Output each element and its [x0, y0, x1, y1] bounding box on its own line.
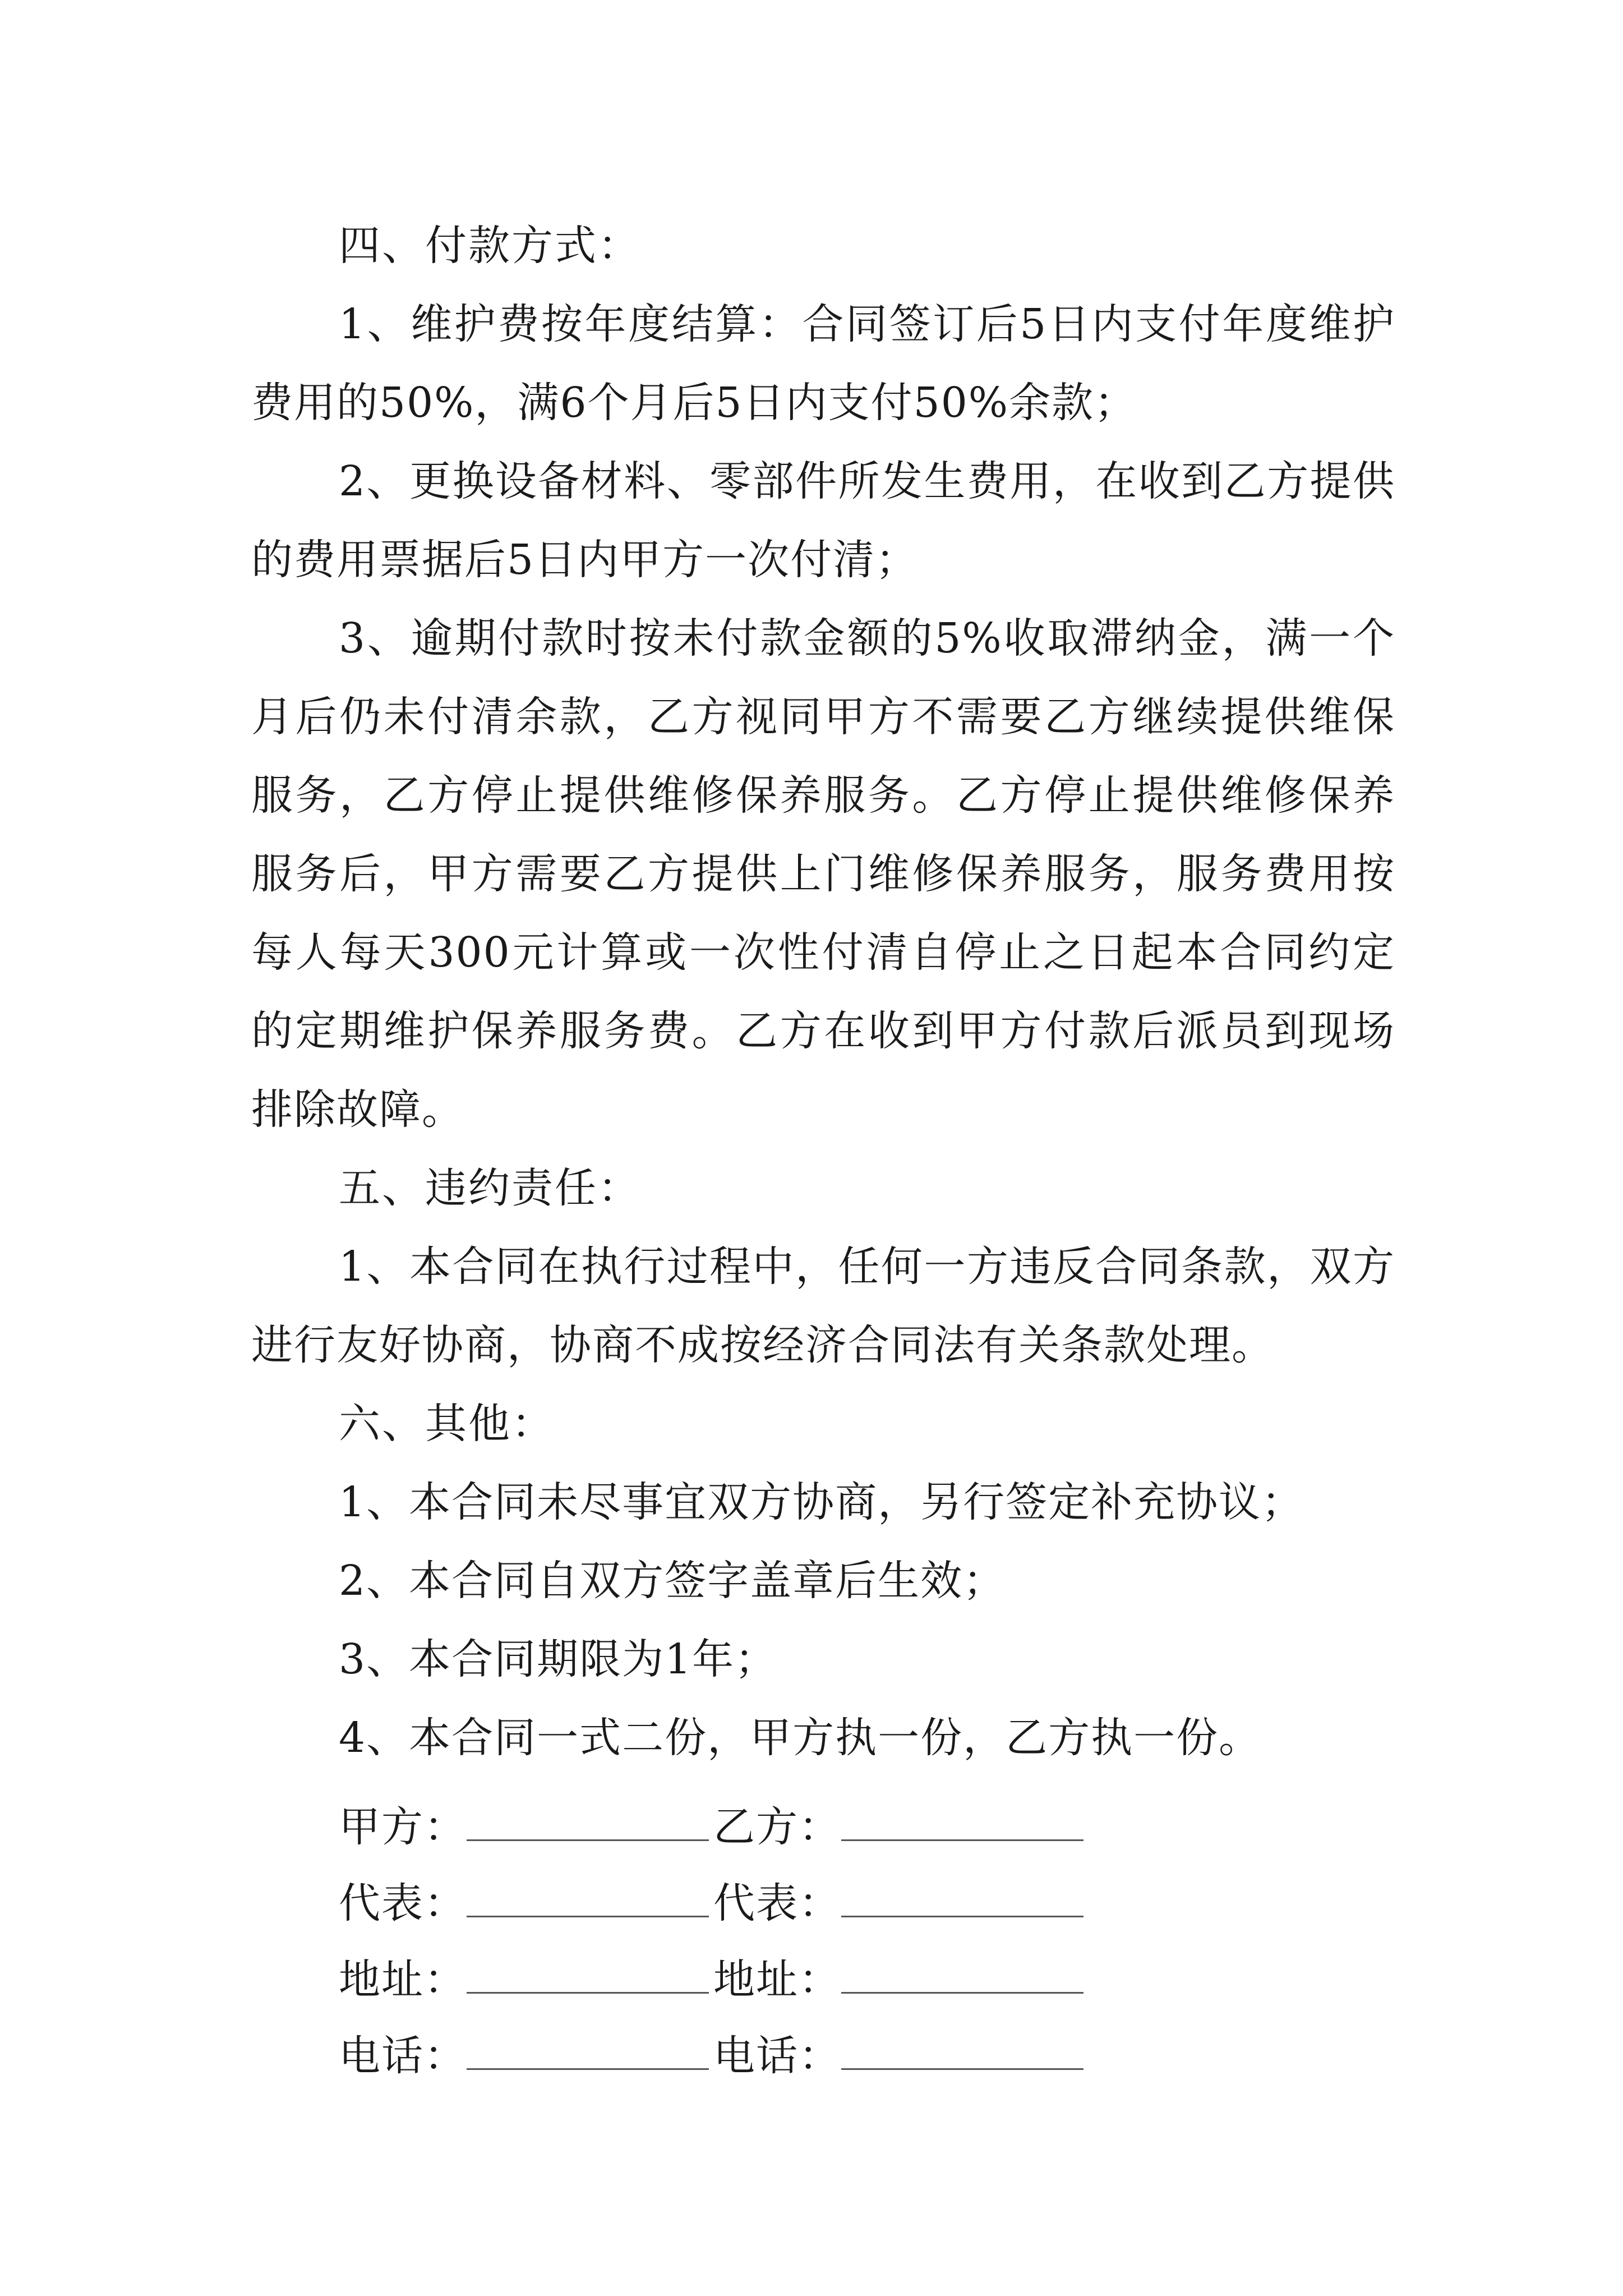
- document-body: [251, 206, 1395, 2082]
- signature-blank-party-a[interactable]: [467, 1806, 709, 1841]
- signature-block: [251, 1777, 1395, 2082]
- signature-label-phone-b: 电话：: [713, 2032, 841, 2080]
- signature-blank-rep-a[interactable]: [467, 1882, 709, 1917]
- signature-row-party: [251, 1777, 1395, 1853]
- section-heading-other: 六、其他：: [339, 1400, 555, 1448]
- signature-row-phone: [251, 2006, 1395, 2082]
- signature-blank-address-b[interactable]: [841, 1958, 1083, 1994]
- signature-label-rep-b: 代表：: [713, 1879, 841, 1927]
- signature-blank-phone-a[interactable]: [467, 2035, 709, 2070]
- paragraph-payment-1: 1、维护费按年度结算：合同签订后5日内支付年度维护费用的50%，满6个月后5日内支付50%余款；: [251, 300, 1395, 427]
- signature-label-phone-a: 电话：: [339, 2032, 467, 2080]
- signature-label-rep-a: 代表：: [339, 1879, 467, 1927]
- section-heading-payment: 四、付款方式：: [339, 222, 641, 270]
- paragraph-liability-1: 1、本合同在执行过程中，任何一方违反合同条款，双方进行友好协商，协商不成按经济合同法有关条款处理。: [251, 1243, 1395, 1369]
- signature-blank-phone-b[interactable]: [841, 2035, 1083, 2070]
- signature-label-party-b: 乙方：: [713, 1803, 841, 1851]
- paragraph-other-2: 2、本合同自双方签字盖章后生效；: [339, 1557, 1006, 1605]
- paragraph-payment-3: 3、逾期付款时按未付款金额的5%收取滞纳金，满一个月后仍未付清余款，乙方视同甲方不需要乙方继续提供维保服务，乙方停止提供维修保养服务。乙方停止提供维修保养服务后，甲方需要乙方提供上门维修保养服务，服务费用按每人每天300元计算或一次性付清自停止之日起本合同约定的定期维护保养服务费。乙方在收到甲方付款后派员到现场排除故障。: [251, 614, 1395, 1134]
- signature-blank-party-b[interactable]: [841, 1806, 1083, 1841]
- signature-row-address: [251, 1930, 1395, 2006]
- section-heading-liability: 五、违约责任：: [339, 1164, 641, 1212]
- signature-label-address-b: 地址：: [713, 1955, 841, 2004]
- signature-row-representative: [251, 1853, 1395, 1930]
- paragraph-other-1: 1、本合同未尽事宜双方协商，另行签定补充协议；: [339, 1478, 1304, 1526]
- paragraph-other-4: 4、本合同一式二份，甲方执一份，乙方执一份。: [339, 1714, 1262, 1762]
- signature-blank-rep-b[interactable]: [841, 1882, 1083, 1917]
- signature-label-party-a: 甲方：: [339, 1803, 467, 1851]
- signature-blank-address-a[interactable]: [467, 1958, 709, 1994]
- paragraph-payment-2: 2、更换设备材料、零部件所发生费用，在收到乙方提供的费用票据后5日内甲方一次付清；: [251, 457, 1395, 584]
- paragraph-other-3: 3、本合同期限为1年；: [339, 1635, 778, 1683]
- signature-label-address-a: 地址：: [339, 1955, 467, 2004]
